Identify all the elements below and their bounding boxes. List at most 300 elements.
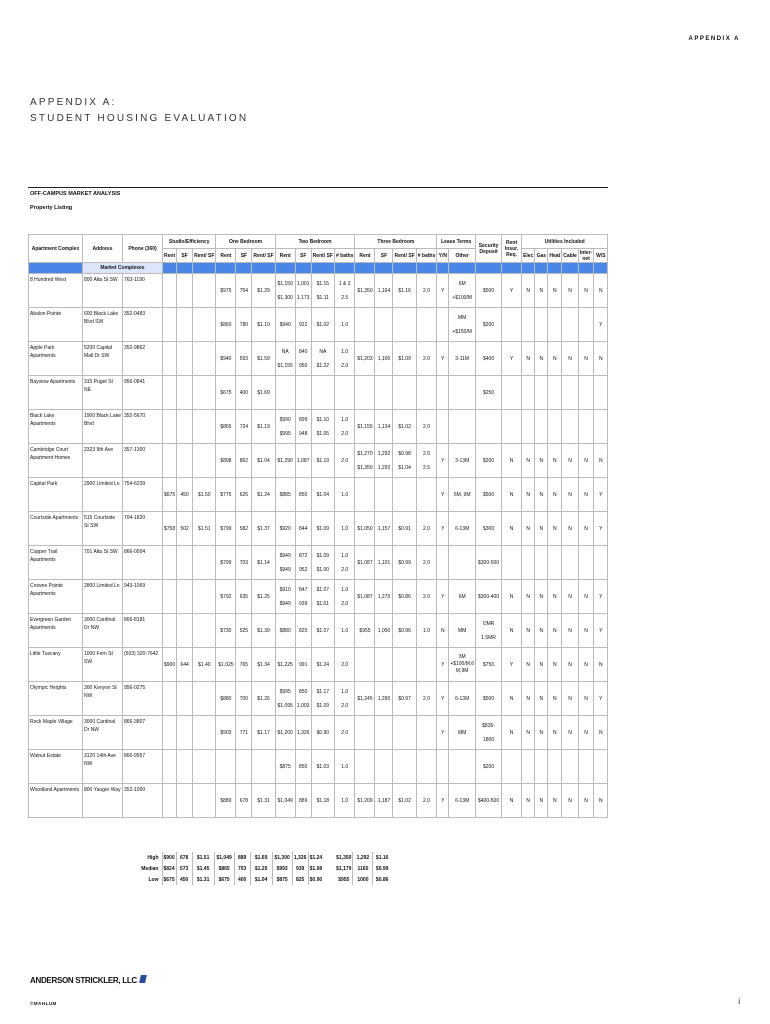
- table-row: [29, 512, 608, 546]
- stats-value: $1.69: [250, 852, 272, 863]
- col-utilities: Utilities Included: [522, 235, 608, 249]
- cell-e: N: [522, 512, 535, 546]
- cell-t_ba: 1.0 2.0: [334, 546, 355, 580]
- cell-c: N: [562, 444, 579, 478]
- stats-value: 400: [234, 874, 250, 885]
- cell-o_rent: $940: [216, 342, 236, 376]
- cell-o_rsf: $1.10: [252, 308, 275, 342]
- stats-value: 678: [176, 852, 192, 863]
- cell-addr: 300 Kenyon St NW: [83, 682, 123, 716]
- cell-o_rent: $898: [216, 444, 236, 478]
- cell-o_rsf: [252, 750, 275, 784]
- cell-other: [449, 546, 476, 580]
- footer-credit: ©MAHLUM: [30, 1001, 57, 1006]
- cell-o_rsf: $1.29: [252, 274, 275, 308]
- cell-r_rent: $1,245: [355, 682, 375, 716]
- cell-t_rent: $920: [275, 512, 295, 546]
- page-header: APPENDIX A: [688, 36, 740, 42]
- cell-s_sf: [177, 376, 193, 410]
- cell-yn: Y: [437, 444, 449, 478]
- cell-o_rsf: $1.31: [252, 784, 275, 818]
- subhead-rentsf: Rent/ SF: [393, 249, 416, 263]
- cell-g: N: [535, 274, 548, 308]
- cell-e: [522, 376, 535, 410]
- cell-addr: 1900 Black Lake Blvd: [83, 410, 123, 444]
- cell-w: [594, 376, 608, 410]
- stats-label: High: [147, 854, 159, 861]
- cell-h: N: [548, 648, 562, 682]
- cell-t_ba: [334, 376, 355, 410]
- cell-s_rent: [163, 580, 177, 614]
- title-line-1: APPENDIX A:: [30, 97, 117, 108]
- cell-t_rent: $949 $949: [275, 546, 295, 580]
- cell-s_rent: $758: [163, 512, 177, 546]
- table-row: [29, 444, 608, 478]
- cell-w: N: [594, 342, 608, 376]
- cell-c: [562, 546, 579, 580]
- cell-t_sf: 840 950: [295, 342, 311, 376]
- subhead-sf: SF: [295, 249, 311, 263]
- table-row: [29, 546, 608, 580]
- stats-value: 825: [292, 874, 308, 885]
- cell-s_sf: [177, 716, 193, 750]
- table-row: [29, 784, 608, 818]
- cell-c: N: [562, 682, 579, 716]
- cell-s_rent: [163, 546, 177, 580]
- cell-w: [594, 750, 608, 784]
- cell-other: [449, 750, 476, 784]
- cell-o_sf: 754: [236, 274, 252, 308]
- cell-t_rsf: $1.19: [311, 444, 334, 478]
- cell-phone: 352-9862: [123, 342, 163, 376]
- cell-o_sf: 724: [236, 410, 252, 444]
- table-row: [29, 274, 608, 308]
- cell-w: Y: [594, 308, 608, 342]
- cell-dep: $300: [476, 512, 502, 546]
- col-security: Security Deposit: [476, 235, 502, 263]
- cell-r_sf: [375, 308, 393, 342]
- subhead-heat: Heat: [548, 249, 562, 263]
- cell-i: N: [578, 716, 594, 750]
- cell-addr: 600 Black Lake Blvd SW: [83, 308, 123, 342]
- cell-t_sf: 991: [295, 648, 311, 682]
- cell-r_rent: [355, 648, 375, 682]
- cell-t_rent: $995 $1,095: [275, 682, 295, 716]
- cell-o_sf: 700: [236, 682, 252, 716]
- cell-s_rsf: [193, 750, 216, 784]
- col-address: Address: [83, 235, 123, 263]
- subhead-sf: SF: [177, 249, 193, 263]
- cell-t_sf: 872 952: [295, 546, 311, 580]
- cell-r_ba: 2.0: [416, 512, 437, 546]
- cell-o_rent: $865: [216, 410, 236, 444]
- cell-e: N: [522, 274, 535, 308]
- subhead-baths: # baths: [334, 249, 355, 263]
- cell-phone: 866-0004: [123, 546, 163, 580]
- cell-name: Evergreen Garden Apartments: [29, 614, 83, 648]
- cell-r_rsf: $0.99: [393, 546, 416, 580]
- col-lease: Lease Terms: [437, 235, 476, 249]
- cell-g: N: [535, 682, 548, 716]
- cell-c: N: [562, 784, 579, 818]
- cell-s_rent: [163, 716, 177, 750]
- cell-t_sf: 922: [295, 308, 311, 342]
- cell-o_rent: $860: [216, 308, 236, 342]
- cell-o_sf: 625: [236, 478, 252, 512]
- cell-g: N: [535, 614, 548, 648]
- cell-s_sf: [177, 750, 193, 784]
- cell-h: [548, 308, 562, 342]
- cell-name: Black Lake Apartments: [29, 410, 83, 444]
- cell-h: N: [548, 444, 562, 478]
- cell-g: [535, 410, 548, 444]
- cell-ins: Y: [502, 274, 522, 308]
- cell-s_rsf: [193, 546, 216, 580]
- cell-g: N: [535, 478, 548, 512]
- cell-addr: 5200 Capital Mall Dr SW: [83, 342, 123, 376]
- subhead-inter: Inter-net: [579, 249, 593, 262]
- cell-c: N: [562, 648, 579, 682]
- cell-s_sf: [177, 614, 193, 648]
- cell-e: N: [522, 716, 535, 750]
- subhead-rentsf: Rent/ SF: [311, 249, 334, 263]
- cell-c: N: [562, 580, 579, 614]
- stats-value: $1,350: [329, 852, 353, 863]
- cell-dep: $750: [476, 648, 502, 682]
- cell-yn: Y: [437, 682, 449, 716]
- cell-t_sf: [295, 376, 311, 410]
- cell-o_rsf: $1.34: [252, 648, 275, 682]
- stats-value: $1.25: [250, 863, 272, 874]
- cell-t_rsf: $1.07: [311, 614, 334, 648]
- cell-other: MM +$150/M: [449, 308, 476, 342]
- stats-value: $955: [329, 874, 353, 885]
- cell-name: Woodland Apartments: [29, 784, 83, 818]
- cell-w: Y: [594, 614, 608, 648]
- cell-o_rent: $975: [216, 274, 236, 308]
- cell-r_rent: [355, 716, 375, 750]
- cell-t_rent: $990 $995: [275, 410, 295, 444]
- cell-r_rsf: $0.86: [393, 580, 416, 614]
- cell-o_rent: $889: [216, 784, 236, 818]
- cell-ins: N: [502, 580, 522, 614]
- cell-dep: [476, 410, 502, 444]
- cell-phone: 754-6239: [123, 478, 163, 512]
- cell-t_rent: $1,150 $1,300: [275, 274, 295, 308]
- cell-ins: N: [502, 614, 522, 648]
- cell-s_sf: [177, 308, 193, 342]
- cell-o_rent: $880: [216, 682, 236, 716]
- cell-s_rent: [163, 342, 177, 376]
- cell-s_sf: 502: [177, 512, 193, 546]
- cell-yn: Y: [437, 478, 449, 512]
- cell-dep: $500: [476, 478, 502, 512]
- cell-r_rsf: $0.91: [393, 512, 416, 546]
- cell-r_rsf: [393, 648, 416, 682]
- cell-i: [578, 376, 594, 410]
- stats-value: 1,326: [292, 852, 308, 863]
- cell-i: N: [578, 580, 594, 614]
- stats-value: $675: [214, 874, 234, 885]
- cell-e: N: [522, 444, 535, 478]
- cell-r_rent: $1,203: [355, 342, 375, 376]
- stats-label: Median: [141, 865, 159, 872]
- cell-w: Y: [594, 478, 608, 512]
- cell-r_sf: [375, 376, 393, 410]
- cell-r_sf: 1,292 1,292: [375, 444, 393, 478]
- cell-s_sf: [177, 410, 193, 444]
- subhead-rentsf: Rent/ SF: [252, 249, 275, 263]
- table-row: [29, 614, 608, 648]
- cell-r_sf: 1,290: [375, 682, 393, 716]
- cell-yn: Y: [437, 580, 449, 614]
- cell-e: N: [522, 784, 535, 818]
- cell-r_rsf: [393, 716, 416, 750]
- cell-ins: N: [502, 478, 522, 512]
- cell-s_rent: [163, 682, 177, 716]
- cell-o_rsf: $1.39: [252, 614, 275, 648]
- cell-w: [594, 410, 608, 444]
- cell-dep: $200: [476, 444, 502, 478]
- cell-s_rent: [163, 614, 177, 648]
- stats-label: Low: [148, 876, 159, 883]
- stats-value: $1.51: [192, 852, 214, 863]
- cell-o_rent: $1,025: [216, 648, 236, 682]
- cell-o_rsf: $1.69: [252, 376, 275, 410]
- cell-h: N: [548, 478, 562, 512]
- subhead-other: Other: [449, 249, 476, 263]
- cell-o_rsf: $1.24: [252, 478, 275, 512]
- cell-o_rent: $799: [216, 512, 236, 546]
- subhead-rent: Rent: [163, 249, 177, 263]
- cell-phone: 956-0841: [123, 376, 163, 410]
- cell-s_sf: [177, 274, 193, 308]
- cell-dep: $400-500: [476, 784, 502, 818]
- stats-value: 450: [176, 874, 192, 885]
- cell-yn: [437, 546, 449, 580]
- table-row: [29, 342, 608, 376]
- cell-dep: $400: [476, 342, 502, 376]
- summary-stats: [28, 852, 413, 885]
- cell-r_sf: [375, 750, 393, 784]
- cell-r_sf: 1,164: [375, 274, 393, 308]
- cell-e: N: [522, 580, 535, 614]
- cell-r_rent: $1,270 $1,350: [355, 444, 375, 478]
- cell-t_ba: 1.0 2.0: [334, 682, 355, 716]
- cell-c: N: [562, 274, 579, 308]
- cell-t_rent: $1,049: [275, 784, 295, 818]
- table-row: [29, 580, 608, 614]
- stats-value: $0.99: [373, 863, 391, 874]
- cell-ins: [502, 410, 522, 444]
- cell-r_sf: 1,187: [375, 784, 393, 818]
- subhead-yn: Y/N: [437, 249, 449, 263]
- cell-w: N: [594, 444, 608, 478]
- cell-o_rent: [216, 750, 236, 784]
- cell-t_sf: 850: [295, 750, 311, 784]
- cell-o_rsf: $1.14: [252, 546, 275, 580]
- cell-t_ba: 1.0: [334, 478, 355, 512]
- cell-addr: 3120 14th Ave NW: [83, 750, 123, 784]
- cell-i: N: [578, 512, 594, 546]
- stats-value: $875: [272, 874, 292, 885]
- cell-r_ba: [416, 308, 437, 342]
- cell-s_rsf: [193, 410, 216, 444]
- cell-addr: 701 Alta St SW: [83, 546, 123, 580]
- cell-e: N: [522, 682, 535, 716]
- cell-r_sf: 1,134: [375, 410, 393, 444]
- cell-t_ba: 2.0: [334, 648, 355, 682]
- cell-s_rsf: [193, 274, 216, 308]
- cell-r_rent: $1,087: [355, 580, 375, 614]
- cell-s_rent: [163, 784, 177, 818]
- cell-r_sf: 1,157: [375, 512, 393, 546]
- cell-h: N: [548, 682, 562, 716]
- cell-c: N: [562, 478, 579, 512]
- cell-c: [562, 308, 579, 342]
- cell-s_rsf: $1.40: [193, 648, 216, 682]
- cell-i: N: [578, 444, 594, 478]
- cell-name: Courtside Apartments: [29, 512, 83, 546]
- subhead-baths: # baths: [416, 249, 437, 263]
- cell-s_sf: [177, 784, 193, 818]
- stats-value: 1000: [353, 874, 373, 885]
- cell-t_rsf: NA $1.22: [311, 342, 334, 376]
- cell-r_sf: 1,101: [375, 546, 393, 580]
- cell-g: N: [535, 342, 548, 376]
- cell-s_rent: $675: [163, 478, 177, 512]
- cell-other: [449, 376, 476, 410]
- cell-e: N: [522, 342, 535, 376]
- table-row: [29, 716, 608, 750]
- cell-g: [535, 750, 548, 784]
- cell-other: 6-13M: [449, 682, 476, 716]
- cell-g: N: [535, 716, 548, 750]
- cell-s_rsf: $1.50: [193, 478, 216, 512]
- cell-o_rsf: $1.19: [252, 410, 275, 444]
- cell-t_rent: $940: [275, 308, 295, 342]
- cell-name: Rock Maple Village: [29, 716, 83, 750]
- cell-r_ba: 2.0: [416, 580, 437, 614]
- cell-addr: 315 Puget St NE: [83, 376, 123, 410]
- cell-t_rsf: $1.09: [311, 512, 334, 546]
- cell-t_sf: 1,087: [295, 444, 311, 478]
- cell-ins: [502, 308, 522, 342]
- cell-r_ba: [416, 376, 437, 410]
- cell-s_sf: [177, 682, 193, 716]
- cell-o_rsf: $1.37: [252, 512, 275, 546]
- cell-phone: 352-1000: [123, 784, 163, 818]
- cell-addr: 800 Yauger Way: [83, 784, 123, 818]
- cell-s_sf: 644: [177, 648, 193, 682]
- cell-o_sf: [236, 750, 252, 784]
- cell-c: N: [562, 512, 579, 546]
- cell-other: MM: [449, 614, 476, 648]
- cell-r_rent: $1,350: [355, 274, 375, 308]
- cell-s_rsf: [193, 308, 216, 342]
- cell-r_rent: $1,155: [355, 410, 375, 444]
- cell-name: Walnut Estate: [29, 750, 83, 784]
- cell-g: N: [535, 784, 548, 818]
- cell-w: N: [594, 716, 608, 750]
- stats-row: [28, 863, 413, 874]
- cell-r_rsf: $0.97: [393, 682, 416, 716]
- stats-value: $824: [162, 863, 176, 874]
- cell-t_rsf: $1.09 $1.00: [311, 546, 334, 580]
- cell-r_rent: [355, 376, 375, 410]
- stats-value: 939: [292, 863, 308, 874]
- cell-t_rent: $1,290: [275, 444, 295, 478]
- stats-value: 573: [176, 863, 192, 874]
- cell-c: N: [562, 614, 579, 648]
- cell-yn: Y: [437, 784, 449, 818]
- col-phone: Phone (360): [123, 235, 163, 263]
- cell-dep: $200: [476, 750, 502, 784]
- cell-c: [562, 750, 579, 784]
- cell-phone: 866-3807: [123, 716, 163, 750]
- cell-phone: 357-1300: [123, 444, 163, 478]
- stats-value: $1.04: [250, 874, 272, 885]
- cell-o_sf: 703: [236, 546, 252, 580]
- col-rent-ins: Rent Insur. Req.: [502, 235, 522, 263]
- cell-w: Y: [594, 682, 608, 716]
- cell-h: N: [548, 580, 562, 614]
- cell-ins: N: [502, 512, 522, 546]
- cell-o_sf: 525: [236, 614, 252, 648]
- cell-t_rsf: $0.90: [311, 716, 334, 750]
- cell-t_sf: 844: [295, 512, 311, 546]
- cell-t_rsf: [311, 376, 334, 410]
- cell-o_sf: 635: [236, 580, 252, 614]
- cell-r_ba: 1.0: [416, 614, 437, 648]
- cell-r_ba: [416, 478, 437, 512]
- table-row: [29, 376, 608, 410]
- cell-s_rsf: [193, 784, 216, 818]
- cell-r_rent: $955: [355, 614, 375, 648]
- cell-o_sf: 771: [236, 716, 252, 750]
- stats-row: [28, 852, 413, 863]
- cell-h: N: [548, 614, 562, 648]
- cell-o_rsf: $1.04: [252, 444, 275, 478]
- cell-t_sf: 889: [295, 784, 311, 818]
- cell-s_sf: [177, 546, 193, 580]
- cell-h: [548, 376, 562, 410]
- cell-r_ba: 2.0: [416, 682, 437, 716]
- cell-e: N: [522, 648, 535, 682]
- cell-phone: 704-1820: [123, 512, 163, 546]
- cell-s_rsf: [193, 444, 216, 478]
- cell-s_sf: [177, 342, 193, 376]
- cell-r_ba: 2.0: [416, 546, 437, 580]
- cell-t_rsf: $1.24: [311, 648, 334, 682]
- cell-yn: [437, 750, 449, 784]
- cell-h: N: [548, 274, 562, 308]
- cell-ins: N: [502, 716, 522, 750]
- cell-r_rent: [355, 750, 375, 784]
- group-label: Market Complexes: [83, 263, 163, 274]
- cell-dep: OMR 1.5MR: [476, 614, 502, 648]
- cell-t_ba: 1.0: [334, 784, 355, 818]
- cell-h: [548, 546, 562, 580]
- stats-value: 703: [234, 863, 250, 874]
- cell-ins: [502, 546, 522, 580]
- cell-phone: 943-1069: [123, 580, 163, 614]
- col-complex: Apartment Complex: [29, 235, 83, 263]
- cell-t_ba: 1.0: [334, 512, 355, 546]
- stats-row: [28, 874, 413, 885]
- cell-t_sf: 825: [295, 614, 311, 648]
- table-row: [29, 410, 608, 444]
